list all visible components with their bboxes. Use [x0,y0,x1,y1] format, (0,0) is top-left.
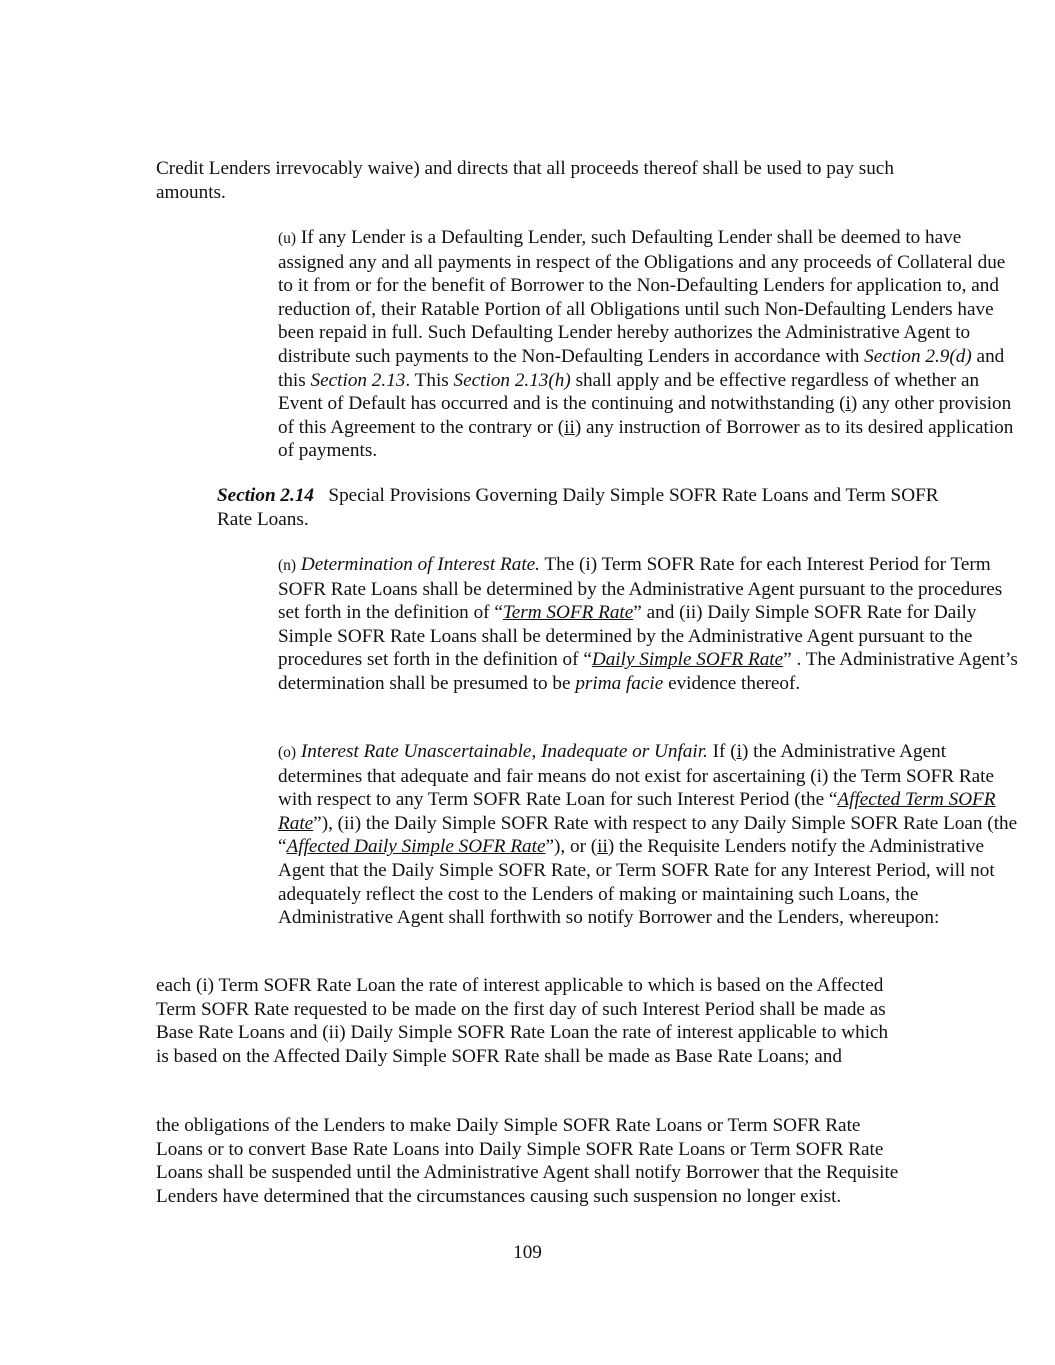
defined-term: Term SOFR Rate [502,602,634,624]
paragraph-continuation [156,157,901,204]
roman-numeral: ii [564,416,575,438]
subsection-heading: Determination of Interest Rate. [300,554,540,575]
paragraph-text: Credit Lenders irrevocably waive) and directs that all proceeds thereof shall be used to pay such amounts. [156,158,894,203]
paragraph-text: ” and (ii) Daily Simple SOFR Rate for Daily Simple SOFR Rate Loans shall be determined by the Administrative Agent pursuant to the procedures set forth in the definition of “ [278,602,977,671]
paragraph-text: each (i) Term SOFR Rate Loan the rate of interest applicable to which is based on the Affected Term SOFR Rate requested to be made on the first day of such Interest Period shall be made as Base Rate Loans and (ii) Daily Simple SOFR Rate Loan the rate of interest applicable to which is based on the Affected Daily Simple SOFR Rate shall be made as Base Rate Loans; and [156,975,889,1067]
paragraph-text: , [531,741,542,762]
page-number: 109 [513,1242,542,1263]
paragraph-text: evidence thereof. [663,672,801,694]
section-reference: Section 2.13(h) [453,369,571,391]
paragraph-text: ”), or ( [545,836,598,858]
subsection-n-paragraph [156,553,1023,696]
paragraph-text: . This [405,369,454,391]
paragraph-text: If any Lender is a Defaulting Lender, such Defaulting Lender shall be deemed to have assigned any and all payments in respect of the Obligations and any proceeds of Collateral due to it from or for the benefit of Borrower to the Non-Defaulting Lenders for application to, and reduction of, their Ratable Portion of all Obligations until such Non-Defaulting Lenders have been repaid in full. Such Defaulting Lender hereby authorizes the Administrative Agent to distribute such payments to the Non-Defaulting Lenders in accordance with [278,227,1006,367]
subsection-o-paragraph [156,740,1023,930]
paragraph-text: shall apply and be effective regardless of whether an Event of Default has occurred and is the continuing and notwithstanding ( [278,369,980,415]
paragraph-text: and this [278,345,1005,391]
latin-phrase: prima facie [575,672,664,694]
paragraph-text: The (i) Term SOFR Rate for each Interest Period for Term SOFR Rate Loans shall be determined by the Administrative Agent pursuant to the procedures set forth in the definition of “ [278,554,1003,624]
paragraph-text: If ( [707,741,737,762]
section-reference: Section 2.9(d) [864,345,972,367]
subsection-heading: Interest Rate Unascertainable [300,741,532,762]
paragraph-text: ) any instruction of Borrower as to its desired application of payments. [278,416,1014,462]
subsection-marker: (n) [278,557,297,574]
subsection-marker: (u) [278,230,297,247]
defined-term: Affected Term SOFR Rate [278,789,996,834]
section-reference: Section 2.13 [310,369,406,391]
roman-numeral: i [736,741,742,762]
defined-term: Affected Daily Simple SOFR Rate [286,836,546,858]
roman-numeral: ii [597,836,608,858]
paragraph-text: ” . The Administrative Agent’s determination shall be presumed to be [278,649,1018,694]
roman-numeral: i [845,393,851,415]
defined-term: Daily Simple SOFR Rate [591,649,784,671]
paragraph-text: ”), (ii) the Daily Simple SOFR Rate with respect to any Daily Simple SOFR Rate Loan (the “ [278,812,1018,858]
subsection-heading: Inadequate or Unfair. [541,741,708,762]
section-label: Section 2.14 [217,485,315,506]
paragraph-text: the obligations of the Lenders to make Daily Simple SOFR Rate Loans or Term SOFR Rate Loans or to convert Base Rate Loans into Daily Simple SOFR Rate Loans or Term SOFR Rate Loans shall be suspended until the Administrative Agent shall notify Borrower that the Requisite Lenders have determined that the circumstances causing such suspension no longer exist. [156,1115,899,1207]
section-title: Special Provisions Governing Daily Simple SOFR Rate Loans and Term SOFR Rate Loans. [217,485,944,530]
subsection-marker: (o) [278,744,297,761]
subsection-u-paragraph [156,226,1023,463]
section-heading [156,484,962,531]
paragraph-text: ) any other provision of this Agreement to the contrary or ( [278,393,1012,438]
paragraph-text: ) the Administrative Agent determines that adequate and fair means do not exist for ascertaining (i) the Term SOFR Rate with respect to any Term SOFR Rate Loan for such Interest Period (the “ [278,741,995,811]
consequence-clause-1 [156,974,901,1068]
paragraph-text: ) the Requisite Lenders notify the Administrative Agent that the Daily Simple SOFR Rate, or Term SOFR Rate for any Interest Period, will not adequately reflect the cost to the Lenders of making or maintaining such Loans, the Administrative Agent shall forthwith so notify Borrower and the Lenders, whereupon: [278,836,995,929]
consequence-clause-2 [156,1114,901,1208]
